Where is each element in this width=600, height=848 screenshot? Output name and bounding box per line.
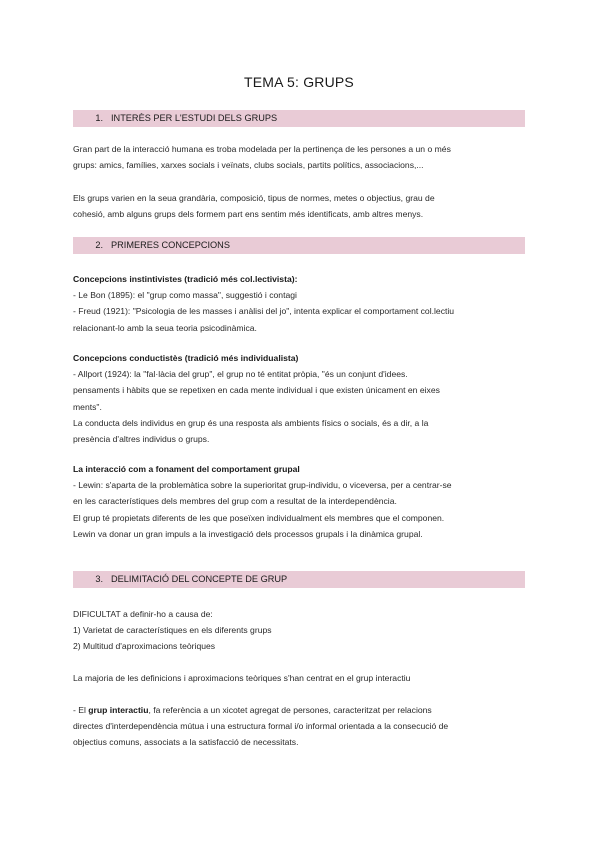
instintivistes-block: [73, 271, 525, 336]
section-title: INTERÈS PER L'ESTUDI DELS GRUPS: [111, 113, 278, 123]
text-fragment: - El: [73, 705, 89, 715]
page-title: TEMA 5: GRUPS: [244, 74, 354, 90]
text-line: grups: amics, famílies, xarxes socials i veïnats, clubs socials, partits polítics, associacions,...: [73, 160, 424, 171]
subheading: Concepcions conductistès (tradició més individualista): [73, 353, 299, 363]
subheading: Concepcions instintivistes (tradició més col.lectivista):: [73, 274, 298, 284]
text-line: 2) Multitud d'aproximacions teòriques: [73, 641, 216, 652]
text-line: - Le Bon (1895): el "grup como massa", suggestió i contagi: [73, 290, 297, 301]
text-line: [73, 702, 525, 718]
subheading: La interacció com a fonament del comportament grupal: [73, 464, 300, 474]
section-number: 1.: [95, 113, 103, 123]
text-line: La majoria de les definicions i aproximacions teòriques s'han centrat en el grup interactiu: [73, 673, 411, 683]
section-1-paragraph-1: [73, 141, 525, 173]
section-heading-2: [73, 237, 525, 254]
text-line: La conducta dels individus en grup és una resposta als ambients físics o socials, és a dir, a la: [73, 417, 429, 428]
text-fragment: , fa referència a un xicotet agregat de persones, caracteritzat per relacions: [148, 705, 432, 715]
text-line: en les característiques dels membres del grup com a resultat de la interdependència.: [73, 496, 397, 507]
conductistes-block: [73, 350, 525, 447]
text-line: DIFICULTAT a definir-ho a causa de:: [73, 609, 213, 619]
majoria-paragraph: [73, 670, 525, 686]
text-line: directes d'interdependència mútua i una estructura formal i/o informal orientada a la consecució de: [73, 721, 449, 732]
text-line: - Allport (1924): la "fal·làcia del grup", el grup no té entitat pròpia, "és un conjunt d'idees.: [73, 369, 408, 380]
dificultat-block: [73, 606, 525, 655]
section-title: PRIMERES CONCEPCIONS: [111, 240, 230, 250]
text-line: - Lewin: s'aparta de la problemàtica sobre la superioritat grup-individu, o viceversa, per a centrar-se: [73, 480, 452, 491]
section-1-paragraph-2: [73, 190, 525, 222]
text-line: Lewin va donar un gran impuls a la investigació dels processos grupals i la dinàmica grupal.: [73, 528, 423, 539]
text-line: 1) Varietat de característiques en els diferents grups: [73, 625, 272, 636]
text-line: - Freud (1921): "Psicologia de les masses i anàlisi del jo", intenta explicar el comportament col.lectiu: [73, 306, 455, 317]
section-number: 3.: [95, 574, 103, 584]
interaccio-block: [73, 461, 525, 542]
section-heading-3: [73, 571, 525, 588]
text-line: Gran part de la interacció humana es troba modelada per la pertinença de les persones a un o més: [73, 144, 451, 154]
section-heading-1: [73, 110, 525, 127]
text-line: cohesió, amb alguns grups dels formem part ens sentim més identificats, amb altres menys.: [73, 209, 424, 220]
section-title: DELIMITACIÓ DEL CONCEPTE DE GRUP: [111, 574, 288, 584]
text-line: objectius comuns, associats a la satisfacció de necessitats.: [73, 737, 299, 748]
bold-term: grup interactiu: [88, 705, 149, 715]
grup-interactiu-paragraph: [73, 702, 525, 751]
text-line: relacionant-lo amb la seua teoria psicodinàmica.: [73, 322, 257, 333]
text-line: ments".: [73, 401, 102, 412]
text-line: El grup té propietats diferents de les que poseïxen individualment els membres que el componen.: [73, 512, 445, 523]
text-line: Els grups varien en la seua grandària, composició, tipus de normes, metes o objectius, grau de: [73, 193, 435, 203]
text-line: pensaments i hàbits que se repetixen en cada mente individual i que existen únicament en eixes: [73, 385, 440, 396]
section-number: 2.: [95, 240, 103, 250]
text-line: presència d'altres individus o grups.: [73, 434, 210, 445]
